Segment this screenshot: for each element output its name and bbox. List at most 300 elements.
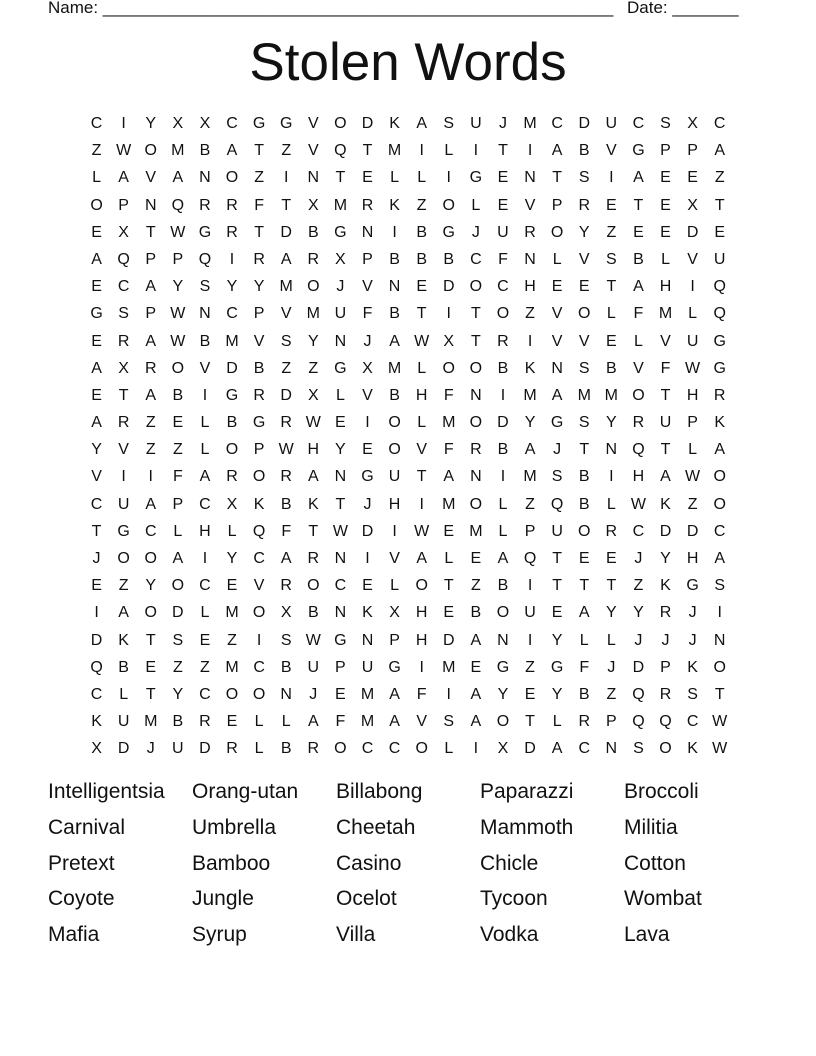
grid-letter: P xyxy=(687,142,698,160)
grid-letter: K xyxy=(714,414,726,432)
grid-letter: V xyxy=(280,305,292,323)
grid-letter: H xyxy=(632,468,645,486)
grid-letter: S xyxy=(578,169,590,187)
grid-letter: B xyxy=(199,142,211,160)
grid-letter: D xyxy=(686,223,699,241)
grid-letter: O xyxy=(252,468,266,486)
grid-letter: C xyxy=(90,685,103,703)
grid-letter: V xyxy=(118,441,129,459)
grid-letter: T xyxy=(308,522,319,540)
grid-letter: C xyxy=(253,550,265,567)
grid-letter: B xyxy=(497,577,509,595)
grid-letter: M xyxy=(333,196,348,214)
grid-letter: C xyxy=(551,115,563,132)
grid-letter: G xyxy=(90,305,103,323)
grid-letter: P xyxy=(253,441,265,459)
grid-letter: I xyxy=(500,468,506,486)
grid-row xyxy=(83,436,733,463)
grid-letter: Z xyxy=(525,495,535,513)
grid-letter: R xyxy=(632,414,645,432)
grid-letter: O xyxy=(171,359,185,377)
grid-letter: W xyxy=(414,522,430,540)
grid-letter: D xyxy=(497,414,509,432)
grid-letter: F xyxy=(335,713,346,731)
grid-letter: G xyxy=(496,658,510,676)
grid-letter: O xyxy=(415,577,428,595)
grid-letter: C xyxy=(497,278,509,296)
grid-letter: F xyxy=(416,685,427,703)
grid-letter: A xyxy=(416,115,427,132)
grid-letter: E xyxy=(660,169,671,187)
grid-letter: M xyxy=(658,305,673,323)
grid-letter: P xyxy=(335,658,346,676)
grid-letter: Z xyxy=(281,142,292,160)
grid-letter: E xyxy=(226,577,238,595)
grid-letter: Q xyxy=(632,685,645,703)
grid-letter: J xyxy=(363,495,372,513)
grid-letter: A xyxy=(118,604,129,622)
grid-letter: M xyxy=(225,604,239,622)
grid-letter: X xyxy=(118,223,129,241)
grid-letter: Y xyxy=(172,278,184,296)
grid-row xyxy=(83,246,733,273)
grid-letter: X xyxy=(362,359,373,377)
grid-letter: W xyxy=(332,522,348,540)
grid-letter: R xyxy=(361,196,374,214)
grid-letter: R xyxy=(199,713,211,731)
grid-letter: L xyxy=(254,740,264,758)
grid-letter: I xyxy=(94,604,99,622)
grid-row xyxy=(83,300,733,327)
grid-row xyxy=(83,110,733,137)
grid-letter: O xyxy=(469,495,483,513)
grid-letter: G xyxy=(686,577,699,595)
grid-letter: E xyxy=(91,332,102,350)
grid-letter: A xyxy=(145,332,157,350)
grid-letter: P xyxy=(172,495,184,513)
grid-letter: P xyxy=(362,250,373,268)
grid-letter: U xyxy=(172,740,184,758)
grid-letter: D xyxy=(524,740,536,758)
grid-letter: J xyxy=(661,631,670,649)
grid-letter: W xyxy=(685,468,701,486)
grid-letter: Q xyxy=(117,250,130,268)
grid-letter: D xyxy=(361,115,374,132)
grid-letter: K xyxy=(524,359,536,377)
grid-letter: S xyxy=(118,305,129,323)
grid-letter: Q xyxy=(550,495,564,513)
grid-letter: A xyxy=(226,142,238,160)
grid-letter: A xyxy=(714,142,726,160)
grid-letter: V xyxy=(91,468,102,486)
grid-letter: W xyxy=(630,495,646,513)
grid-letter: O xyxy=(632,386,645,404)
grid-letter: X xyxy=(497,740,509,758)
grid-letter: A xyxy=(470,713,482,731)
grid-letter: N xyxy=(334,468,347,486)
grid-letter: U xyxy=(470,115,482,132)
grid-letter: A xyxy=(91,359,102,377)
grid-letter: H xyxy=(415,386,428,404)
grid-letter: T xyxy=(470,305,481,323)
grid-letter: T xyxy=(552,169,563,187)
grid-letter: S xyxy=(172,631,184,649)
grid-letter: H xyxy=(307,441,320,459)
grid-row xyxy=(83,137,733,164)
grid-letter: D xyxy=(361,522,374,540)
grid-letter: Q xyxy=(632,441,645,459)
grid-row xyxy=(83,355,733,382)
grid-letter: L xyxy=(200,604,210,622)
grid-letter: Q xyxy=(90,658,103,676)
grid-letter: H xyxy=(659,278,672,296)
grid-letter: K xyxy=(389,196,400,214)
grid-letter: T xyxy=(416,305,427,323)
grid-letter: B xyxy=(470,604,482,622)
grid-letter: T xyxy=(91,522,102,540)
grid-letter: X xyxy=(118,359,129,377)
grid-letter: I xyxy=(365,550,370,567)
grid-letter: Z xyxy=(200,658,210,676)
grid-letter: U xyxy=(307,658,320,676)
grid-letter: E xyxy=(497,169,509,187)
grid-letter: Z xyxy=(606,685,617,703)
grid-letter: T xyxy=(498,142,508,160)
grid-letter: B xyxy=(172,713,184,731)
grid-letter: D xyxy=(172,604,184,622)
word-list-item: Mammoth xyxy=(480,815,574,839)
grid-letter: S xyxy=(199,278,211,296)
grid-letter: Y xyxy=(605,604,617,622)
grid-letter: W xyxy=(305,414,321,432)
grid-letter: A xyxy=(551,142,563,160)
grid-letter: B xyxy=(307,223,319,241)
grid-letter: A xyxy=(660,468,671,486)
grid-letter: Z xyxy=(308,359,319,377)
grid-letter: C xyxy=(199,577,211,595)
grid-letter: J xyxy=(553,441,562,459)
grid-letter: I xyxy=(446,685,451,703)
grid-letter: X xyxy=(199,115,211,132)
grid-letter: Q xyxy=(171,196,185,214)
grid-letter: E xyxy=(335,414,346,432)
grid-letter: L xyxy=(471,196,481,214)
grid-letter: D xyxy=(659,522,672,540)
grid-letter: I xyxy=(527,577,533,595)
grid-letter: T xyxy=(714,685,725,703)
grid-letter: N xyxy=(470,468,482,486)
grid-letter: W xyxy=(170,332,186,350)
grid-letter: A xyxy=(551,386,563,404)
grid-letter: T xyxy=(145,685,156,703)
grid-letter: B xyxy=(253,359,265,377)
grid-letter: O xyxy=(388,414,401,432)
grid-row xyxy=(83,409,733,436)
grid-letter: A xyxy=(470,631,482,649)
grid-letter: J xyxy=(607,658,616,676)
grid-letter: G xyxy=(252,414,266,432)
grid-letter: S xyxy=(687,685,698,703)
grid-letter: N xyxy=(470,386,482,404)
word-list-item: Wombat xyxy=(624,887,702,911)
grid-letter: E xyxy=(226,713,238,731)
grid-letter: Y xyxy=(226,278,238,296)
grid-letter: P xyxy=(145,305,157,323)
grid-letter: D xyxy=(578,115,591,132)
grid-letter: I xyxy=(419,495,424,513)
grid-letter: D xyxy=(632,658,645,676)
grid-letter: C xyxy=(144,522,157,540)
grid-letter: T xyxy=(281,196,292,214)
grid-letter: O xyxy=(171,577,185,595)
grid-letter: B xyxy=(578,142,590,160)
grid-letter: L xyxy=(417,359,427,377)
grid-letter: V xyxy=(578,332,590,350)
grid-letter: U xyxy=(551,522,563,540)
grid-letter: M xyxy=(442,414,456,432)
grid-letter: O xyxy=(252,604,266,622)
grid-letter: Y xyxy=(578,223,590,241)
grid-letter: C xyxy=(226,305,238,323)
grid-letter: O xyxy=(442,359,455,377)
grid-letter: G xyxy=(198,223,212,241)
grid-letter: W xyxy=(712,713,728,731)
grid-letter: O xyxy=(713,658,726,676)
grid-letter: Z xyxy=(91,142,102,160)
grid-letter: Q xyxy=(198,250,212,268)
grid-letter: A xyxy=(307,468,319,486)
grid-letter: I xyxy=(527,631,533,649)
grid-letter: I xyxy=(256,631,262,649)
grid-letter: O xyxy=(252,685,266,703)
grid-letter: C xyxy=(90,115,103,132)
grid-letter: S xyxy=(660,115,671,132)
grid-letter: P xyxy=(660,658,671,676)
grid-letter: T xyxy=(525,713,535,731)
grid-letter: E xyxy=(470,658,482,676)
grid-letter: M xyxy=(387,359,402,377)
grid-letter: A xyxy=(145,278,157,296)
grid-letter: W xyxy=(116,142,132,160)
grid-letter: V xyxy=(605,142,617,160)
grid-letter: L xyxy=(688,305,698,323)
grid-letter: R xyxy=(226,196,238,214)
grid-letter: M xyxy=(469,522,483,540)
grid-letter: Z xyxy=(172,441,183,459)
grid-letter: G xyxy=(388,658,401,676)
word-list-item: Vodka xyxy=(480,923,539,947)
grid-letter: R xyxy=(307,550,320,567)
grid-letter: Z xyxy=(227,631,237,649)
grid-letter: O xyxy=(496,604,510,622)
grid-letter: V xyxy=(578,250,590,268)
grid-letter: Z xyxy=(470,577,481,595)
grid-letter: I xyxy=(365,414,370,432)
grid-letter: E xyxy=(335,685,346,703)
grid-letter: M xyxy=(523,115,537,132)
grid-letter: Q xyxy=(713,278,726,296)
grid-letter: B xyxy=(497,359,509,377)
grid-letter: G xyxy=(279,115,293,132)
grid-letter: Y xyxy=(172,685,184,703)
grid-letter: P xyxy=(660,142,671,160)
grid-letter: I xyxy=(473,740,479,758)
grid-letter: J xyxy=(688,604,697,622)
grid-letter: G xyxy=(252,115,266,132)
grid-letter: A xyxy=(524,441,536,459)
grid-letter: N xyxy=(388,278,401,296)
grid-letter: N xyxy=(334,332,347,350)
grid-letter: R xyxy=(524,223,536,241)
grid-letter: V xyxy=(145,169,157,187)
grid-letter: P xyxy=(524,522,536,540)
grid-letter: U xyxy=(605,115,618,132)
grid-letter: I xyxy=(527,142,533,160)
grid-letter: Q xyxy=(252,522,266,540)
word-list-item: Cheetah xyxy=(336,815,416,839)
grid-letter: O xyxy=(307,278,320,296)
grid-letter: C xyxy=(361,740,374,758)
grid-letter: M xyxy=(577,386,591,404)
grid-letter: B xyxy=(199,332,211,350)
grid-letter: R xyxy=(659,685,672,703)
grid-letter: V xyxy=(416,713,427,731)
grid-letter: B xyxy=(389,305,400,323)
grid-letter: E xyxy=(605,550,617,567)
grid-row xyxy=(83,192,733,219)
grid-letter: V xyxy=(307,115,319,132)
grid-letter: C xyxy=(632,115,645,132)
grid-letter: Q xyxy=(659,713,672,731)
grid-letter: L xyxy=(498,495,508,513)
grid-letter: A xyxy=(199,468,211,486)
grid-letter: X xyxy=(226,495,238,513)
grid-letter: V xyxy=(199,359,211,377)
grid-letter: A xyxy=(389,685,400,703)
grid-letter: N xyxy=(605,740,618,758)
grid-letter: M xyxy=(144,713,158,731)
grid-letter: E xyxy=(578,278,590,296)
grid-letter: U xyxy=(686,332,699,350)
grid-letter: H xyxy=(415,604,428,622)
grid-letter: T xyxy=(660,386,671,404)
grid-letter: T xyxy=(335,169,346,187)
grid-letter: D xyxy=(117,740,130,758)
grid-letter: N xyxy=(361,631,374,649)
grid-letter: E xyxy=(687,169,698,187)
grid-letter: A xyxy=(118,169,129,187)
grid-letter: K xyxy=(253,495,265,513)
grid-letter: S xyxy=(443,115,455,132)
grid-letter: T xyxy=(145,631,156,649)
grid-letter: Z xyxy=(606,223,617,241)
grid-letter: I xyxy=(392,522,397,540)
grid-letter: H xyxy=(415,631,428,649)
grid-letter: G xyxy=(469,169,483,187)
grid-letter: G xyxy=(334,223,347,241)
grid-letter: K xyxy=(687,740,698,758)
grid-letter: B xyxy=(578,468,590,486)
grid-letter: W xyxy=(414,332,430,350)
grid-letter: P xyxy=(172,250,184,268)
word-list-item: Carnival xyxy=(48,815,126,839)
grid-letter: L xyxy=(254,713,264,731)
grid-letter: X xyxy=(389,604,400,622)
grid-letter: C xyxy=(388,740,401,758)
grid-letter: W xyxy=(685,359,701,377)
grid-letter: T xyxy=(633,196,644,214)
grid-letter: Y xyxy=(551,631,563,649)
grid-letter: O xyxy=(117,550,130,567)
grid-row xyxy=(83,545,733,572)
grid-letter: D xyxy=(199,740,211,758)
word-list xyxy=(48,774,768,953)
grid-letter: A xyxy=(389,713,400,731)
grid-letter: P xyxy=(551,196,563,214)
grid-letter: O xyxy=(713,468,726,486)
grid-letter: O xyxy=(225,685,239,703)
grid-letter: U xyxy=(497,223,509,241)
grid-letter: C xyxy=(578,740,591,758)
grid-letter: E xyxy=(91,386,102,404)
grid-row xyxy=(83,735,733,762)
grid-letter: C xyxy=(713,522,726,540)
grid-letter: F xyxy=(660,359,671,377)
grid-letter: E xyxy=(362,577,373,595)
grid-letter: F xyxy=(281,522,292,540)
grid-letter: Z xyxy=(145,441,156,459)
grid-letter: Z xyxy=(145,414,156,432)
grid-letter: U xyxy=(334,305,347,323)
grid-letter: M xyxy=(523,468,537,486)
grid-letter: E xyxy=(362,441,373,459)
grid-letter: L xyxy=(92,169,101,187)
grid-letter: N xyxy=(307,169,320,187)
grid-letter: W xyxy=(278,441,294,459)
grid-letter: E xyxy=(551,278,563,296)
grid-letter: I xyxy=(527,332,533,350)
grid-letter: L xyxy=(552,250,562,268)
grid-letter: X xyxy=(172,115,184,132)
grid-letter: C xyxy=(632,522,645,540)
grid-letter: Z xyxy=(416,196,427,214)
grid-letter: S xyxy=(578,359,590,377)
grid-letter: V xyxy=(551,332,563,350)
grid-letter: S xyxy=(280,631,292,649)
grid-letter: O xyxy=(415,740,428,758)
grid-letter: X xyxy=(91,740,102,758)
grid-letter: T xyxy=(254,142,264,160)
word-list-item: Cotton xyxy=(624,851,686,875)
grid-letter: N xyxy=(144,196,157,214)
grid-letter: P xyxy=(687,414,698,432)
word-list-item: Pretext xyxy=(48,851,115,875)
grid-letter: A xyxy=(280,550,292,567)
grid-letter: I xyxy=(446,169,451,187)
grid-letter: W xyxy=(712,740,728,758)
grid-letter: V xyxy=(687,250,698,268)
grid-letter: R xyxy=(226,223,238,241)
grid-letter: I xyxy=(283,169,289,187)
grid-letter: I xyxy=(121,468,126,486)
grid-letter: E xyxy=(145,658,157,676)
grid-letter: C xyxy=(713,115,726,132)
grid-letter: C xyxy=(334,577,347,595)
grid-letter: G xyxy=(225,386,239,404)
grid-letter: P xyxy=(605,713,617,731)
word-list-item: Militia xyxy=(624,815,678,839)
grid-letter: S xyxy=(578,414,590,432)
